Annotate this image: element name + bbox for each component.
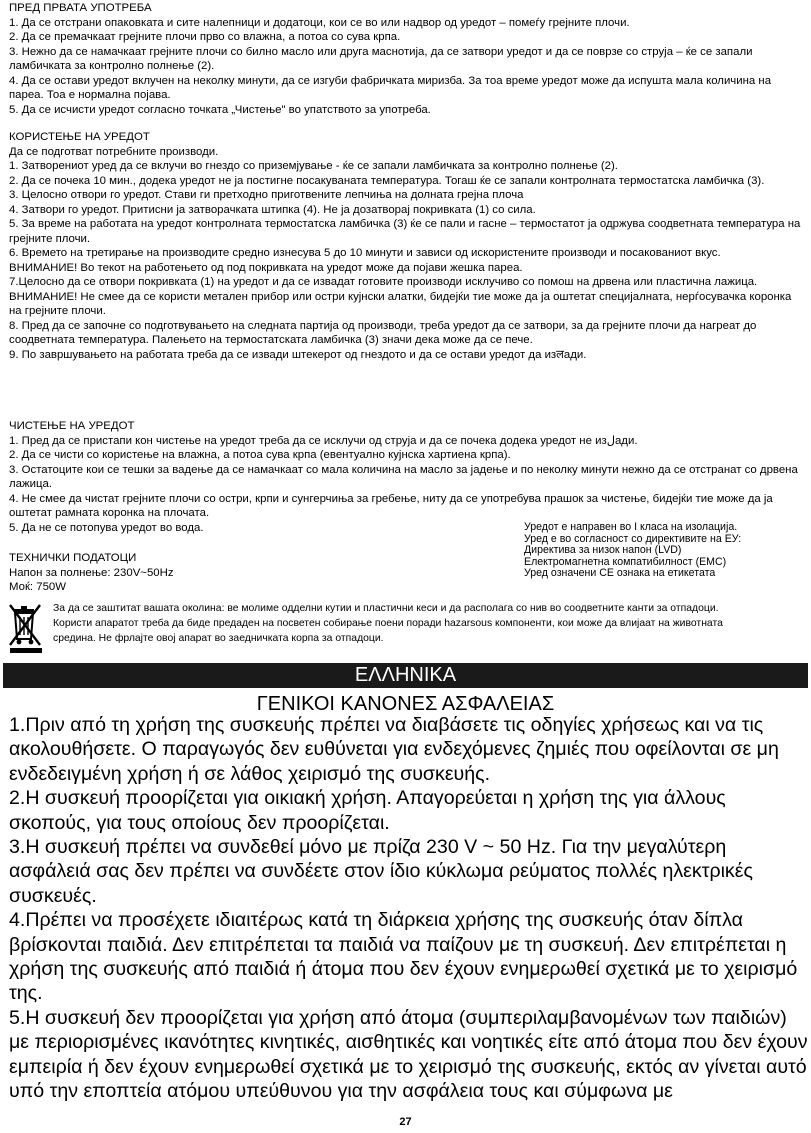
usage-item: 2. Да се почека 10 мин., додека уредот не ја постигне посакуваната температура. Тогаш ќе се запали контролната термостатска ламбичка (3). bbox=[9, 174, 765, 187]
usage-warning: ВНИМАНИЕ! Во текот на работењето од под покривката на уредот може да појави жешка пареа. bbox=[9, 261, 523, 274]
first-use-item: 3. Нежно да се намачкаат грејните плочи со билно масло или друга маснотија, да се затвори уредот и да се поврзе со струја – ќе се запали ламбичката за контролно полнење (2). bbox=[9, 45, 753, 72]
first-use-heading: ПРЕД ПРВАТА УПОТРЕБА bbox=[9, 2, 152, 14]
compliance-line: Електромагнетна компатибилност (EMC) bbox=[524, 555, 727, 568]
tech-voltage: Напон за полнење: 230V~50Hz bbox=[9, 566, 174, 579]
greek-safety-section bbox=[9, 713, 809, 1104]
cleaning-heading: ЧИСТЕЊЕ НА УРЕДОТ bbox=[9, 420, 135, 432]
usage-item: 7.Целосно да се отвори покривката (1) на уредот и да се извадат готовите производи исклучиво со помош на дрвена или пластична лажица. bbox=[9, 276, 758, 288]
usage-item: 9. По завршувањето на работата треба да се извади штекерот од гнездото и да се остави уредот да изलади. bbox=[9, 348, 587, 361]
weee-line: средина. Не фрлајте овој апарат во заедничката корпа за отпадоци. bbox=[53, 633, 384, 645]
page-number: 27 bbox=[399, 1116, 412, 1128]
cleaning-item: 4. Не смее да чистат грејните плочи со остри, крпи и сунгерчиња за гребење, ниту да се употребува прашок за чистење, бидејќи тие може да ја оштетат рамната коронка на плочата. bbox=[9, 492, 773, 519]
tech-power: Моќ: 750W bbox=[9, 581, 67, 593]
usage-item: 6. Времето на третирање на производите средно изнесува 5 до 10 минути и зависи од искористените производи и посакованиот вкус. bbox=[9, 247, 721, 259]
compliance-block bbox=[524, 522, 804, 580]
cleaning-item: 2. Да се чисти со користење на влажна, а потоа сува крпа (евентуално кујнска хартиена крпа). bbox=[9, 449, 511, 461]
weee-line: Користи апаратот треба да биде предаден на посветен собирање поени поради hazarsous компоненти, кои може да влијаат на животната bbox=[53, 618, 723, 630]
first-use-item: 4. Да се остави уредот вклучен на неколку минути, да се изгуби фабричката миризба. За тоа време уредот може да испушта мала количина на пареа. Тоа е нормална појава. bbox=[9, 74, 772, 101]
tech-heading: ТЕХНИЧКИ ПОДАТОЦИ bbox=[9, 552, 137, 564]
cleaning-item: 1. Пред да се пристапи кон чистење на уредот треба да се исклучи од струја и да се почека додека уредот не изلади. bbox=[9, 434, 638, 447]
usage-item: Да се подготват потребните производи. bbox=[9, 145, 219, 158]
weee-notice bbox=[7, 601, 804, 655]
usage-warning: ВНИМАНИЕ! Не смее да се користи метален прибор или остри кујнски алатки, бидејќи тие може да ја оштетат специјалната, нерѓосувачка коронка на грејните плочи. bbox=[9, 290, 792, 317]
cleaning-item: 3. Остатоците кои се тешки за вадење да се намачкаат со мала количина на масло за јадење и по неколку минути нежно да се отстранат со дрвена лажица. bbox=[9, 463, 798, 490]
language-bar: ΕΛΛΗΝΙΚΑ bbox=[3, 663, 808, 688]
tech-section bbox=[9, 551, 309, 595]
usage-heading: КОРИСТЕЊЕ НА УРЕДОТ bbox=[9, 131, 150, 143]
greek-item: 3.Η συσκευή πρέπει να συνδεθεί μόνο με πρίζα 230 V ~ 50 Hz. Για την μεγαλύτερη ασφάλειά σας δεν πρέπει να συνδέετε στον ίδιο κύκλωμα ρεύματος πολλές ηλεκτρικές συσκευές. bbox=[9, 836, 753, 907]
weee-text bbox=[53, 601, 805, 647]
weee-line: За да се заштитат вашата околина: ве молиме одделни кутии и пластични кеси и да располага со нив во соодветните канти за отпадоци. bbox=[53, 603, 719, 614]
first-use-section bbox=[9, 1, 804, 117]
usage-item: 3. Целосно отвори го уредот. Стави ги претходно приготвените лепчиња на долната грејна плоча bbox=[9, 189, 524, 201]
usage-item: 8. Пред да се започне со подготвувањето на следната партија од производи, треба уредот да се затвори, за да грејните плочи да нагреат до соодветната температура. Палењето на термостатската ламбичка (3) значи дека може да се пече. bbox=[9, 319, 757, 346]
greek-item: 2.Η συσκευή προορίζεται για οικιακή χρήση. Απαγορεύεται η χρήση της για άλλους σκοπούς, για τους οποίους δεν προορίζεται. bbox=[9, 787, 726, 834]
compliance-line: Уредот е направен во I класа на изолација. bbox=[524, 521, 738, 533]
compliance-line: Уред е во согласност со директивите на ЕУ: bbox=[524, 532, 742, 545]
compliance-line: Уред означени CE ознака на етикетата bbox=[524, 567, 716, 580]
greek-item: 5.Η συσκευή δεν προορίζεται για χρήση από άτομα (συμπεριλαμβανομένων των παιδιών) με περιορισμένες ικανότητες κινητικές, αισθητικές και νοητικές είτε από άτομα που δεν έχουν εμπειρία ή δεν έχουν ενημερωθεί σχετικά με το χειρισμό της συσκευής, εκτός αν γίνεται αυτό υπό την εποπτεία ατόμου υπεύθυνου για την ασφάλεια τους και σύμφωνα με bbox=[9, 1006, 808, 1103]
usage-section bbox=[9, 130, 804, 362]
greek-item: 1.Πριν από τη χρήση της συσκευής πρέπει να διαβάσετε τις οδηγίες χρήσεως και να τις ακολουθήσετε. Ο παραγωγός δεν ευθύνεται για ενδεχόμενες ζημιές που οφείλονται σε μη ενδεδειγμένη χρήση ή σε λάθος χειρισμό της συσκευής. bbox=[9, 714, 779, 785]
first-use-item: 2. Да се премачкаат грејните плочи прво со влажна, а потоа со сува крпа. bbox=[9, 31, 401, 43]
cleaning-item: 5. Да не се потопува уредот во вода. bbox=[9, 521, 204, 534]
first-use-item: 5. Да се исчисти уредот согласно точката „Чистење" во упатството за употреба. bbox=[9, 103, 431, 116]
usage-item: 4. Затвори го уредот. Притисни ја затворачката штипка (4). Не ја дозатворај покривката (1) со сила. bbox=[9, 203, 536, 216]
greek-title: ΓΕΝΙΚΟΙ ΚΑΝΟΝΕΣ ΑΣΦΑΛΕΙΑΣ bbox=[256, 693, 555, 715]
compliance-line: Директива за низок напон (LVD) bbox=[524, 544, 682, 557]
usage-item: 5. За време на работата на уредот контролната термостатска ламбичка (3) ќе се пали и гасне – термостатот ја одржува соодветната температура на грејните плочи. bbox=[9, 218, 801, 245]
first-use-item: 1. Да се отстрани опаковката и сите налепници и додатоци, кои се во или надвор од уредот – помеѓу грејните плочи. bbox=[9, 16, 630, 29]
cleaning-section bbox=[9, 419, 804, 535]
usage-item: 1. Затворениот уред да се вклучи во гнездо со приземјување - ќе се запали ламбичката за контролно полнење (2). bbox=[9, 160, 618, 172]
crossed-out-bin-icon bbox=[7, 601, 47, 653]
greek-item: 4.Πρέπει να προσέχετε ιδιαιτέρως κατά τη διάρκεια χρήσης της συσκευής όταν δίπλα βρίσκονται παιδιά. Δεν επιτρέπεται τα παιδιά να παίζουν με τη συσκευή. Δεν επιτρέπεται η χρήση της συσκευής από παιδιά ή άτομα που δεν έχουν ενημερωθεί σχετικά με το χειρισμό της. bbox=[9, 909, 798, 1005]
